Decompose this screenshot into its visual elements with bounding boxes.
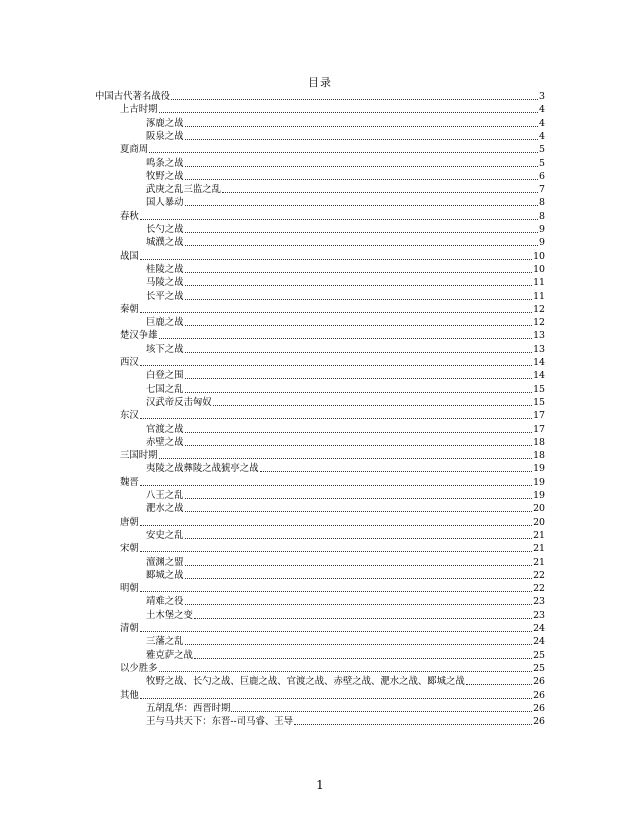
toc-entry-label: 白登之围 — [146, 370, 184, 382]
toc-entry-label: 上古时期 — [120, 104, 158, 116]
toc-entry-page: 12 — [533, 303, 545, 315]
dot-leader — [185, 352, 533, 353]
dot-leader — [185, 432, 533, 433]
toc-entry-page: 8 — [539, 210, 545, 222]
toc-entry-label: 七国之乱 — [146, 383, 184, 395]
toc-entry[interactable] — [120, 582, 545, 595]
toc-entry-label: 三藩之乱 — [146, 636, 184, 648]
toc-entry[interactable] — [146, 569, 545, 582]
dot-leader — [185, 511, 533, 512]
toc-entry[interactable] — [146, 635, 545, 648]
dot-leader — [194, 658, 532, 659]
dot-leader — [140, 631, 532, 632]
dot-leader — [185, 245, 539, 246]
dot-leader — [185, 299, 533, 300]
toc-entry-page: 14 — [533, 370, 545, 382]
toc-entry-label: 春秋 — [120, 210, 139, 222]
toc-entry[interactable] — [120, 103, 545, 116]
dot-leader — [140, 418, 532, 419]
toc-entry-label: 中国古代著名战役 — [95, 91, 171, 102]
toc-entry[interactable] — [120, 542, 545, 555]
dot-leader — [185, 126, 539, 127]
toc-entry-label: 澶渊之盟 — [146, 556, 184, 568]
toc-entry-page: 26 — [533, 702, 545, 714]
toc-entry-label: 三国时期 — [120, 450, 158, 462]
dot-leader — [185, 272, 533, 273]
toc-entry-page: 26 — [533, 676, 545, 688]
toc-entry-label: 夏商周 — [120, 144, 149, 156]
toc-entry[interactable] — [146, 316, 545, 329]
toc-entry-label: 汉武帝反击匈奴 — [146, 396, 212, 408]
toc-entry-page: 4 — [539, 117, 545, 129]
toc-entry[interactable] — [120, 662, 545, 675]
toc-entry-label: 官渡之战 — [146, 423, 184, 435]
toc-entry-label: 八王之乱 — [146, 490, 184, 501]
toc-entry[interactable] — [146, 290, 545, 303]
toc-entry-page: 25 — [533, 649, 545, 661]
toc-entry-page: 21 — [533, 529, 545, 541]
toc-entry[interactable] — [120, 622, 545, 635]
toc-entry-page: 19 — [533, 463, 545, 475]
dot-leader — [185, 604, 533, 605]
toc-entry-page: 21 — [533, 543, 545, 555]
dot-leader — [185, 139, 539, 140]
toc-entry-page: 7 — [539, 184, 545, 196]
dot-leader — [194, 618, 532, 619]
toc-entry-page: 23 — [533, 609, 545, 621]
toc-entry-label: 清朝 — [120, 623, 139, 634]
toc-entry-label: 马陵之战 — [146, 277, 184, 289]
toc-entry-label: 战国 — [120, 250, 139, 262]
toc-entry[interactable] — [146, 157, 545, 170]
toc-entry-label: 赤壁之战 — [146, 436, 184, 448]
toc-entry[interactable] — [146, 649, 545, 662]
toc-entry-label: 唐朝 — [120, 516, 139, 528]
toc-entry[interactable] — [120, 210, 545, 223]
dot-leader — [222, 192, 538, 193]
toc-entry-label: 宋朝 — [120, 543, 139, 555]
toc-entry[interactable] — [120, 356, 545, 369]
toc-entry-page: 4 — [539, 130, 545, 142]
toc-entry-label: 阪泉之战 — [146, 130, 184, 142]
toc-entry[interactable] — [146, 343, 545, 356]
toc-entry-label: 土木堡之变 — [146, 609, 193, 621]
toc-entry-label: 淝水之战 — [146, 503, 184, 515]
toc-entry-label: 以少胜多 — [120, 662, 158, 674]
toc-entry-page: 20 — [533, 516, 545, 528]
toc-entry-label: 雅克萨之战 — [146, 649, 193, 661]
toc-entry[interactable] — [146, 595, 545, 608]
toc-entry-page: 26 — [533, 716, 545, 728]
toc-entry-page: 18 — [533, 436, 545, 448]
dot-leader — [140, 591, 532, 592]
toc-entry-label: 其他 — [120, 689, 139, 701]
toc-entry-page: 24 — [533, 623, 545, 634]
toc-entry-page: 3 — [539, 91, 545, 102]
dot-leader — [140, 259, 532, 260]
dot-leader — [185, 392, 533, 393]
toc-entry[interactable] — [146, 462, 545, 475]
toc-entry[interactable] — [146, 423, 545, 436]
toc-entry[interactable] — [146, 502, 545, 515]
dot-leader — [185, 232, 539, 233]
toc-entry-page: 9 — [539, 224, 545, 235]
dot-leader — [185, 285, 533, 286]
toc-entry[interactable] — [120, 329, 545, 342]
toc-entry-page: 21 — [533, 556, 545, 568]
dot-leader — [231, 711, 532, 712]
toc-entry-page: 22 — [533, 569, 545, 581]
dot-leader — [140, 485, 532, 486]
toc-entry-label: 秦朝 — [120, 303, 139, 315]
toc-entry[interactable] — [146, 556, 545, 569]
dot-leader — [185, 205, 539, 206]
toc-entry-label: 楚汉争雄 — [120, 330, 158, 342]
dot-leader — [140, 525, 532, 526]
toc-entry[interactable] — [146, 117, 545, 130]
toc-entry[interactable] — [146, 183, 545, 196]
toc-entry-label: 巨鹿之战 — [146, 317, 184, 329]
dot-leader — [466, 684, 532, 685]
toc-entry-page: 18 — [533, 450, 545, 462]
toc-entry-label: 东汉 — [120, 410, 139, 422]
toc-entry[interactable] — [146, 383, 545, 396]
toc-entry-page: 4 — [539, 104, 545, 116]
toc-entry-label: 长平之战 — [146, 290, 184, 302]
toc-entry-page: 19 — [533, 476, 545, 488]
dot-leader — [159, 112, 539, 113]
dot-leader — [260, 471, 533, 472]
toc-entry-page: 17 — [533, 423, 545, 435]
toc-entry-page: 5 — [539, 157, 545, 169]
toc-entry-page: 9 — [539, 237, 545, 249]
dot-leader — [140, 312, 532, 313]
dot-leader — [140, 219, 538, 220]
toc-entry-page: 14 — [533, 357, 545, 368]
dot-leader — [185, 538, 533, 539]
toc-entry-page: 24 — [533, 636, 545, 648]
toc-entry-label: 牧野之战 — [146, 170, 184, 182]
dot-leader — [185, 565, 533, 566]
toc-entry-page: 25 — [533, 662, 545, 674]
toc-entry-page: 5 — [539, 144, 545, 156]
toc-entry[interactable] — [146, 236, 545, 249]
toc-entry-page: 15 — [533, 383, 545, 395]
toc-entry-page: 10 — [533, 263, 545, 275]
toc-entry[interactable] — [95, 90, 545, 103]
dot-leader — [159, 671, 533, 672]
toc-entry-label: 夷陵之战彝陵之战猇亭之战 — [146, 463, 259, 475]
toc-entry-page: 11 — [533, 290, 545, 302]
toc-entry[interactable] — [146, 396, 545, 409]
dot-leader — [140, 551, 532, 552]
toc-entry-label: 西汉 — [120, 357, 139, 368]
toc-entry-label: 魏晋 — [120, 476, 139, 488]
toc-entry-label: 垓下之战 — [146, 343, 184, 355]
toc-entry-label: 安史之乱 — [146, 529, 184, 541]
toc-entry[interactable] — [146, 263, 545, 276]
toc-entry[interactable] — [146, 196, 545, 209]
toc-entry[interactable] — [120, 143, 545, 156]
toc-entry[interactable] — [120, 476, 545, 489]
toc-entry-page: 22 — [533, 583, 545, 595]
dot-leader — [185, 325, 533, 326]
toc-entry-page: 8 — [539, 197, 545, 209]
toc-entry[interactable] — [146, 436, 545, 449]
toc-entry-label: 长勺之战 — [146, 224, 184, 235]
toc-entry[interactable] — [146, 675, 545, 688]
toc-entry[interactable] — [120, 516, 545, 529]
toc-entry-page: 6 — [539, 170, 545, 182]
toc-title: 目录 — [308, 76, 332, 89]
toc-entry-page: 15 — [533, 396, 545, 408]
toc-entry[interactable] — [120, 689, 545, 702]
toc-entry[interactable] — [120, 250, 545, 263]
dot-leader — [171, 99, 538, 100]
dot-leader — [159, 458, 533, 459]
toc-entry-label: 涿鹿之战 — [146, 117, 184, 129]
toc-entry[interactable] — [120, 409, 545, 422]
toc-entry-label: 牧野之战、长勺之战、巨鹿之战、官渡之战、赤壁之战、淝水之战、郾城之战 — [146, 676, 465, 688]
dot-leader — [159, 338, 533, 339]
toc-entry[interactable] — [146, 130, 545, 143]
dot-leader — [185, 498, 533, 499]
toc-entry-label: 明朝 — [120, 583, 139, 595]
dot-leader — [185, 179, 539, 180]
dot-leader — [140, 365, 532, 366]
toc-entry-page: 12 — [533, 317, 545, 329]
toc-entry-label: 王与马共天下：东晋--司马睿、王导 — [146, 716, 293, 728]
toc-entry[interactable] — [146, 702, 545, 715]
toc-entry[interactable] — [146, 529, 545, 542]
page-number: 1 — [316, 778, 324, 792]
toc-entry[interactable] — [120, 449, 545, 462]
toc-entry-label: 靖难之役 — [146, 596, 184, 608]
dot-leader — [185, 644, 533, 645]
toc-entry[interactable] — [146, 489, 545, 502]
dot-leader — [185, 578, 533, 579]
dot-leader — [294, 724, 532, 725]
toc-entry-page: 23 — [533, 596, 545, 608]
toc-entry[interactable] — [146, 369, 545, 382]
toc-entry-page: 10 — [533, 250, 545, 262]
toc-entry-page: 19 — [533, 490, 545, 501]
toc-entry-page: 13 — [533, 343, 545, 355]
toc-entry-label: 桂陵之战 — [146, 263, 184, 275]
dot-leader — [185, 445, 533, 446]
toc-entry[interactable] — [146, 609, 545, 622]
toc-entry-page: 20 — [533, 503, 545, 515]
toc-entry-page: 11 — [533, 277, 545, 289]
dot-leader — [140, 698, 532, 699]
toc-entry-label: 国人暴动 — [146, 197, 184, 209]
toc-entry-label: 城濮之战 — [146, 237, 184, 249]
toc-entry-label: 郾城之战 — [146, 569, 184, 581]
toc-entry-page: 13 — [533, 330, 545, 342]
toc-entry[interactable] — [146, 170, 545, 183]
toc-entry[interactable] — [146, 276, 545, 289]
dot-leader — [185, 166, 539, 167]
dot-leader — [185, 378, 533, 379]
toc-entry-label: 五胡乱华：西晋时期 — [146, 702, 231, 714]
toc-entry-page: 17 — [533, 410, 545, 422]
toc-entry-label: 武庚之乱三监之乱 — [146, 184, 222, 196]
toc-entry[interactable] — [120, 303, 545, 316]
toc-entry-page: 26 — [533, 689, 545, 701]
dot-leader — [213, 405, 532, 406]
dot-leader — [149, 152, 538, 153]
toc-entry[interactable] — [146, 223, 545, 236]
toc-entry-label: 鸣条之战 — [146, 157, 184, 169]
toc-entry[interactable] — [146, 715, 545, 728]
